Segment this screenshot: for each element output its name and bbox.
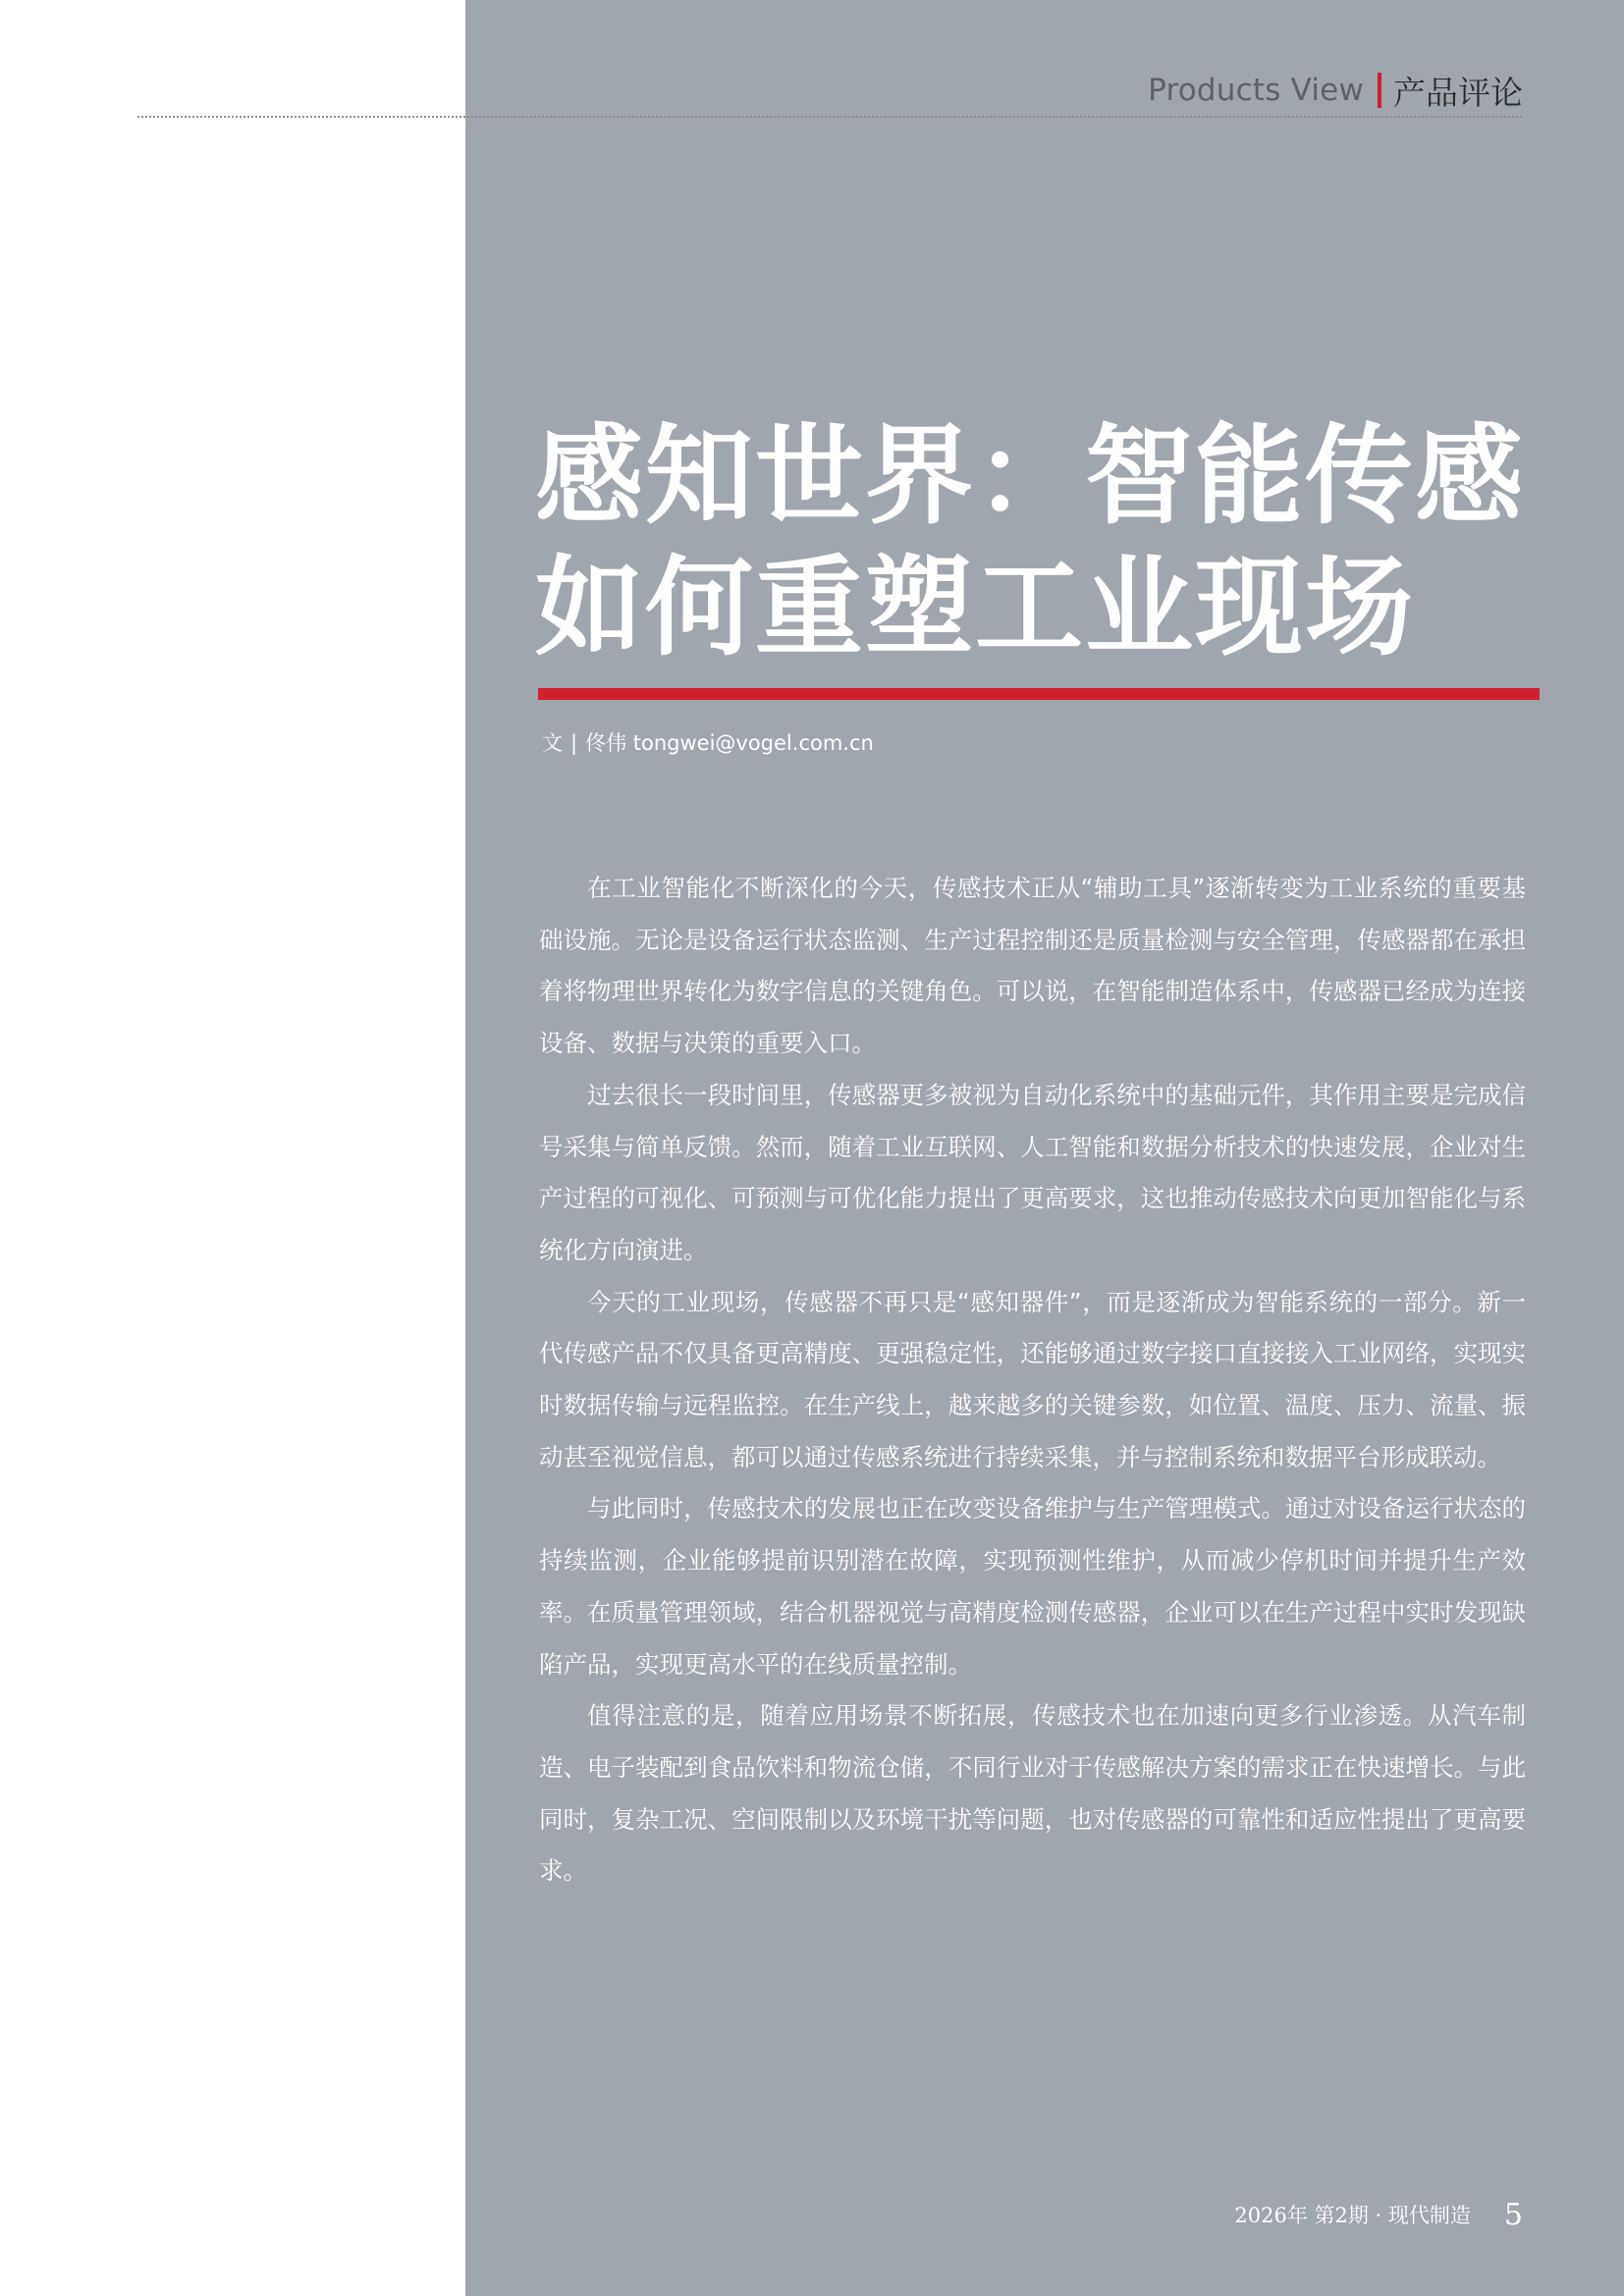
byline-author: 佟伟 tongwei@vogel.com.cn <box>585 731 874 755</box>
title-line-1: 感知世界：智能传感 <box>535 413 1525 539</box>
byline-prefix: 文 <box>542 731 563 755</box>
byline-separator: | <box>570 731 578 755</box>
title-line-2: 如何重塑工业现场 <box>535 545 1415 670</box>
body-paragraph-3: 今天的工业现场，传感器不再只是“感知器件”，而是逐渐成为智能系统的一部分。新一代传感产品不仅具备更高精度、更强稳定性，还能够通过数字接口直接接入工业网络，实现实时数据传输与远程监控。在生产线上，越来越多的关键参数，如位置、温度、压力、流量、振动甚至视觉信息，都可以通过传感系统进行持续采集，并与控制系统和数据平台形成联动。 <box>539 1287 1526 1471</box>
body-paragraph-5: 值得注意的是，随着应用场景不断拓展，传感技术也在加速向更多行业渗透。从汽车制造、电子装配到食品饮料和物流仓储，不同行业对于传感解决方案的需求正在快速增长。与此同时，复杂工况、空间限制以及环境干扰等问题，也对传感器的可靠性和适应性提出了更高要求。 <box>539 1701 1526 1886</box>
footer-issue-info: 2026年 第2期 · 现代制造 <box>1234 2204 1471 2227</box>
byline <box>542 727 874 757</box>
article-body <box>539 863 1526 1897</box>
section-divider-bar <box>1378 73 1381 108</box>
section-name-english: Products View <box>1148 73 1364 108</box>
left-white-margin <box>0 0 465 2296</box>
page-footer <box>1234 2195 1523 2234</box>
section-header <box>1148 69 1523 112</box>
header-dotted-rule <box>137 116 1522 118</box>
section-name-chinese: 产品评论 <box>1393 73 1523 112</box>
body-paragraph-1: 在工业智能化不断深化的今天，传感技术正从“辅助工具”逐渐转变为工业系统的重要基础设施。无论是设备运行状态监测、生产过程控制还是质量检测与安全管理，传感器都在承担着将物理世界转化为数字信息的关键角色。可以说，在智能制造体系中，传感器已经成为连接设备、数据与决策的重要入口。 <box>539 874 1526 1058</box>
article-title <box>535 410 1525 673</box>
body-paragraph-2: 过去很长一段时间里，传感器更多被视为自动化系统中的基础元件，其作用主要是完成信号采集与简单反馈。然而，随着工业互联网、人工智能和数据分析技术的快速发展，企业对生产过程的可视化、可预测与可优化能力提出了更高要求，这也推动传感技术向更加智能化与系统化方向演进。 <box>539 1080 1526 1264</box>
body-paragraph-4: 与此同时，传感技术的发展也正在改变设备维护与生产管理模式。通过对设备运行状态的持续监测，企业能够提前识别潜在故障，实现预测性维护，从而减少停机时间并提升生产效率。在质量管理领域，结合机器视觉与高精度检测传感器，企业可以在生产过程中实时发现缺陷产品，实现更高水平的在线质量控制。 <box>539 1494 1526 1679</box>
title-underline-rule <box>538 688 1540 700</box>
page-number: 5 <box>1503 2197 1523 2232</box>
